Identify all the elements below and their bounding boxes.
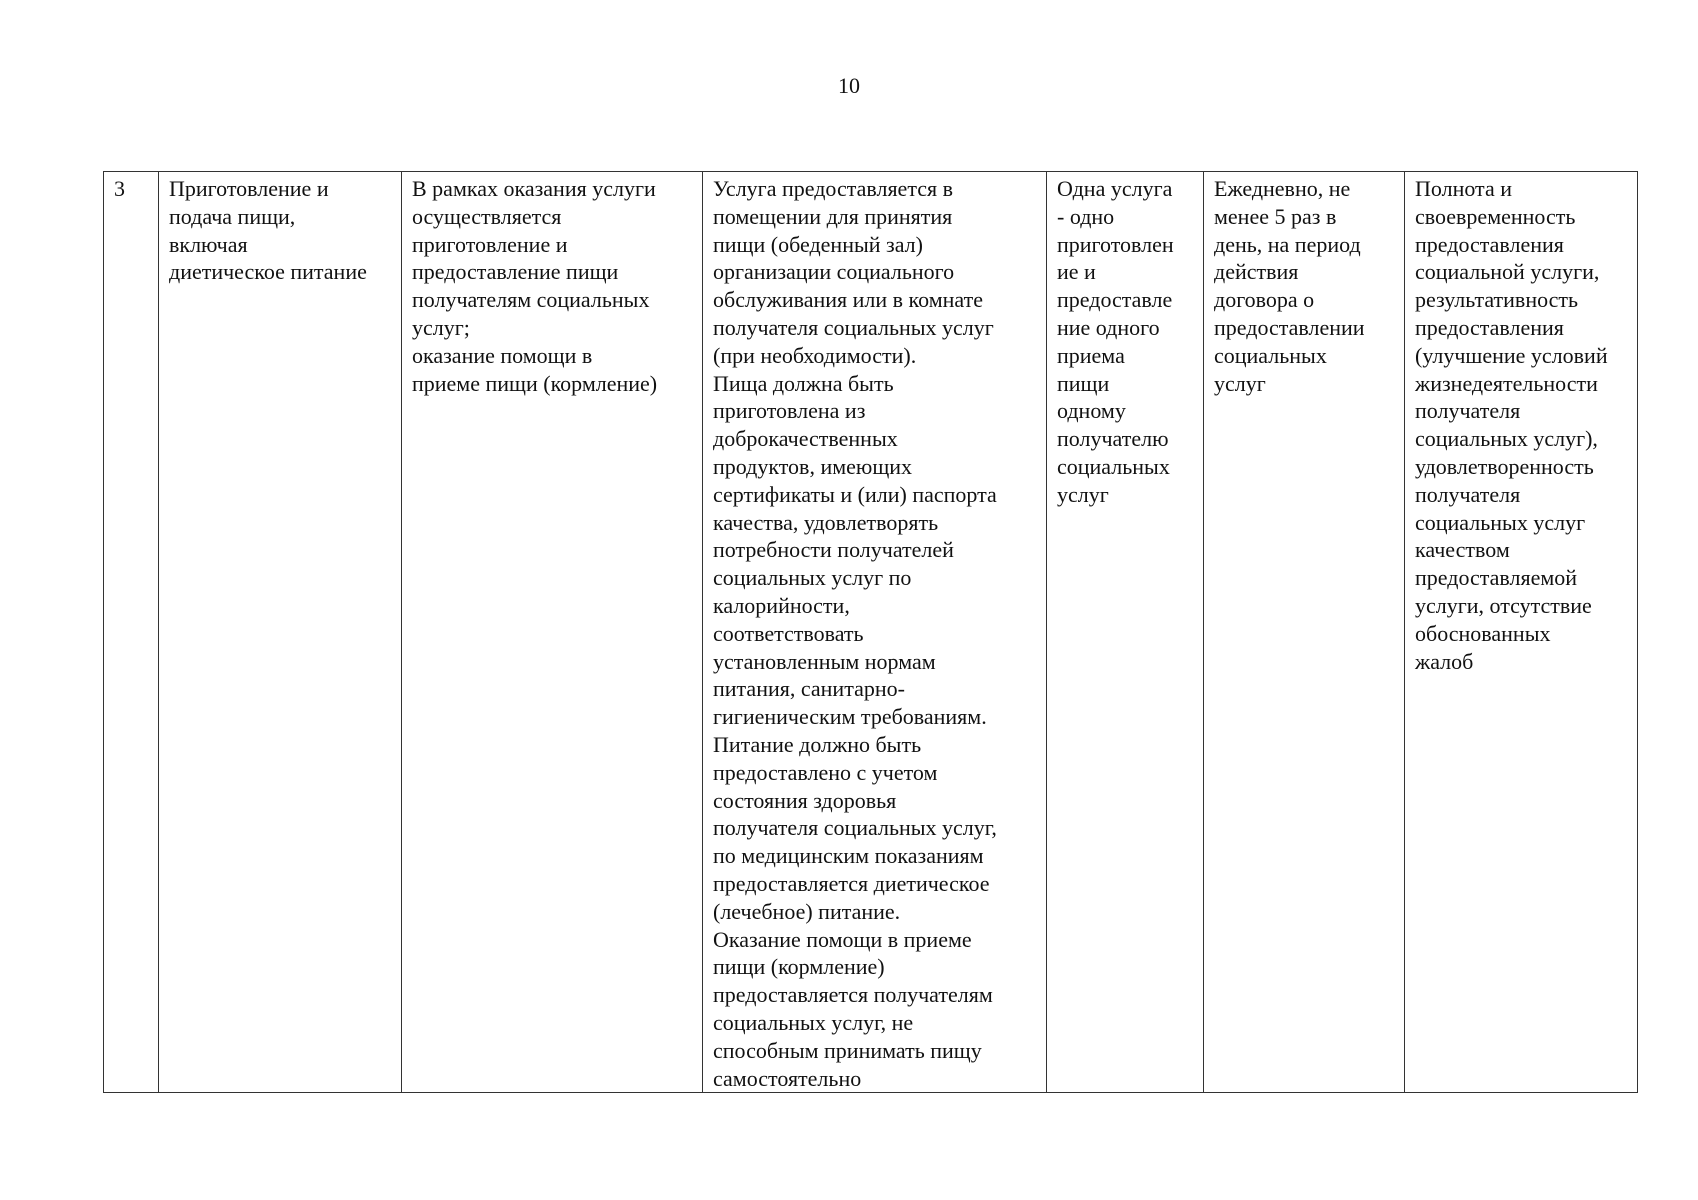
service-content-cell: В рамках оказания услуги осуществляется приготовление и предоставление пищи получателям социальных услуг; оказание помощи в приеме пищи (кормление): [402, 172, 703, 1093]
social-services-table: [103, 171, 1638, 1093]
service-conditions-cell: Услуга предоставляется в помещении для принятия пищи (обеденный зал) организации социального обслуживания или в комнате получателя социальных услуг (при необходимости). Пища должна быть приготовлена из доброкачественных продуктов, имеющих сертификаты и (или) паспорта качества, удовлетворять потребности получателей социальных услуг по калорийности, соответствовать установленным нормам питания, санитарно- гигиеническим требованиям. Питание должно быть предоставлено с учетом состояния здоровья получателя социальных услуг, по медицинским показаниям предоставляется диетическое (лечебное) питание. Оказание помощи в приеме пищи (кормление) предоставляется получателям социальных услуг, не способным принимать пищу самостоятельно: [703, 172, 1047, 1093]
table-row: [104, 172, 1638, 1093]
service-volume-cell: Одна услуга - одно приготовлен ие и предоставле ние одного приема пищи одному получателю социальных услуг: [1047, 172, 1204, 1093]
page-number: 10: [838, 73, 860, 98]
service-period-cell: Ежедневно, не менее 5 раз в день, на период действия договора о предоставлении социальных услуг: [1204, 172, 1405, 1093]
service-name-cell: Приготовление и подача пищи, включая диетическое питание: [159, 172, 402, 1093]
service-quality-cell: Полнота и своевременность предоставления социальной услуги, результативность предоставления (улучшение условий жизнедеятельности получателя социальных услуг), удовлетворенность получателя социальных услуг качеством предоставляемой услуги, отсутствие обоснованных жалоб: [1405, 172, 1638, 1093]
row-number-cell: 3: [104, 172, 159, 1093]
